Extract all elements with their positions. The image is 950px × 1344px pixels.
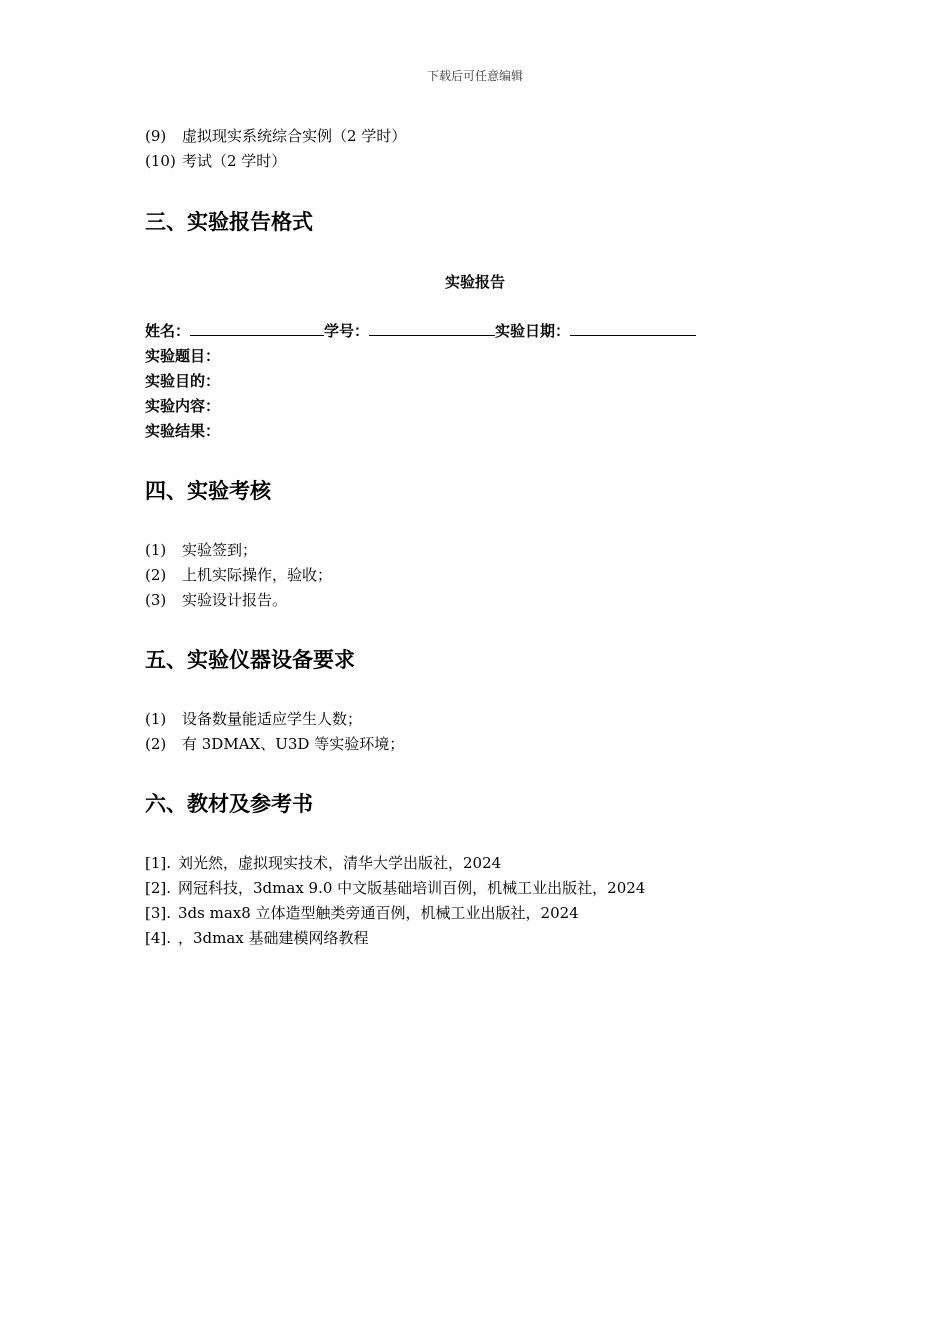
reference-text: 刘光然，虚拟现实技术，清华大学出版社，2024: [178, 854, 502, 872]
list-number: (1): [145, 710, 167, 728]
date-label: 实验日期：: [495, 322, 571, 340]
reference-number: [3].: [145, 904, 172, 922]
reference-item: [145, 902, 579, 924]
list-item: [145, 733, 404, 755]
report-field: 实验结果：: [145, 422, 221, 440]
reference-item: [145, 927, 369, 949]
list-number: (2): [145, 566, 167, 584]
reference-text: 3ds max8 立体造型触类旁通百例，机械工业出版社，2024: [178, 904, 579, 922]
section-title-equipment: 五、实验仪器设备要求: [145, 648, 355, 672]
list-item: [145, 708, 362, 730]
list-item: [145, 125, 406, 147]
list-item: [145, 589, 287, 611]
report-title: 实验报告: [444, 273, 505, 291]
list-text: 实验设计报告。: [182, 591, 288, 609]
student-id-blank: [369, 320, 495, 336]
page-header-note: 下载后可任意编辑: [426, 69, 523, 83]
name-label: 姓名：: [145, 322, 191, 340]
reference-number: [4].: [145, 929, 172, 947]
list-item: [145, 539, 257, 561]
list-item: [145, 564, 332, 586]
list-text: 上机实际操作，验收；: [182, 566, 333, 584]
list-text: 实验签到；: [182, 541, 258, 559]
reference-item: [145, 852, 501, 874]
date-blank: [570, 320, 696, 336]
reference-text: ，3dmax 基础建模网络教程: [178, 929, 369, 947]
section-title-textbooks: 六、教材及参考书: [145, 792, 313, 816]
reference-text: 网冠科技，3dmax 9.0 中文版基础培训百例，机械工业出版社，2024: [178, 879, 646, 897]
list-text: 有 3DMAX、U3D 等实验环境；: [182, 735, 405, 753]
list-number: (9): [145, 127, 167, 145]
list-number: (10): [145, 152, 176, 170]
section-title-report-format: 三、实验报告格式: [145, 210, 313, 234]
list-number: (2): [145, 735, 167, 753]
section-title-assessment: 四、实验考核: [145, 479, 271, 503]
list-number: (3): [145, 591, 167, 609]
reference-item: [145, 877, 645, 899]
report-header-fields: [145, 320, 696, 342]
report-field: 实验内容：: [145, 397, 221, 415]
report-field: 实验题目：: [145, 347, 221, 365]
list-text: 设备数量能适应学生人数；: [182, 710, 363, 728]
reference-number: [2].: [145, 879, 172, 897]
list-item: [145, 150, 286, 172]
report-field: 实验目的：: [145, 372, 221, 390]
reference-number: [1].: [145, 854, 172, 872]
list-text: 虚拟现实系统综合实例（2 学时）: [182, 127, 407, 145]
name-blank: [190, 320, 324, 336]
list-number: (1): [145, 541, 167, 559]
student-id-label: 学号：: [324, 322, 370, 340]
list-text: 考试（2 学时）: [182, 152, 287, 170]
